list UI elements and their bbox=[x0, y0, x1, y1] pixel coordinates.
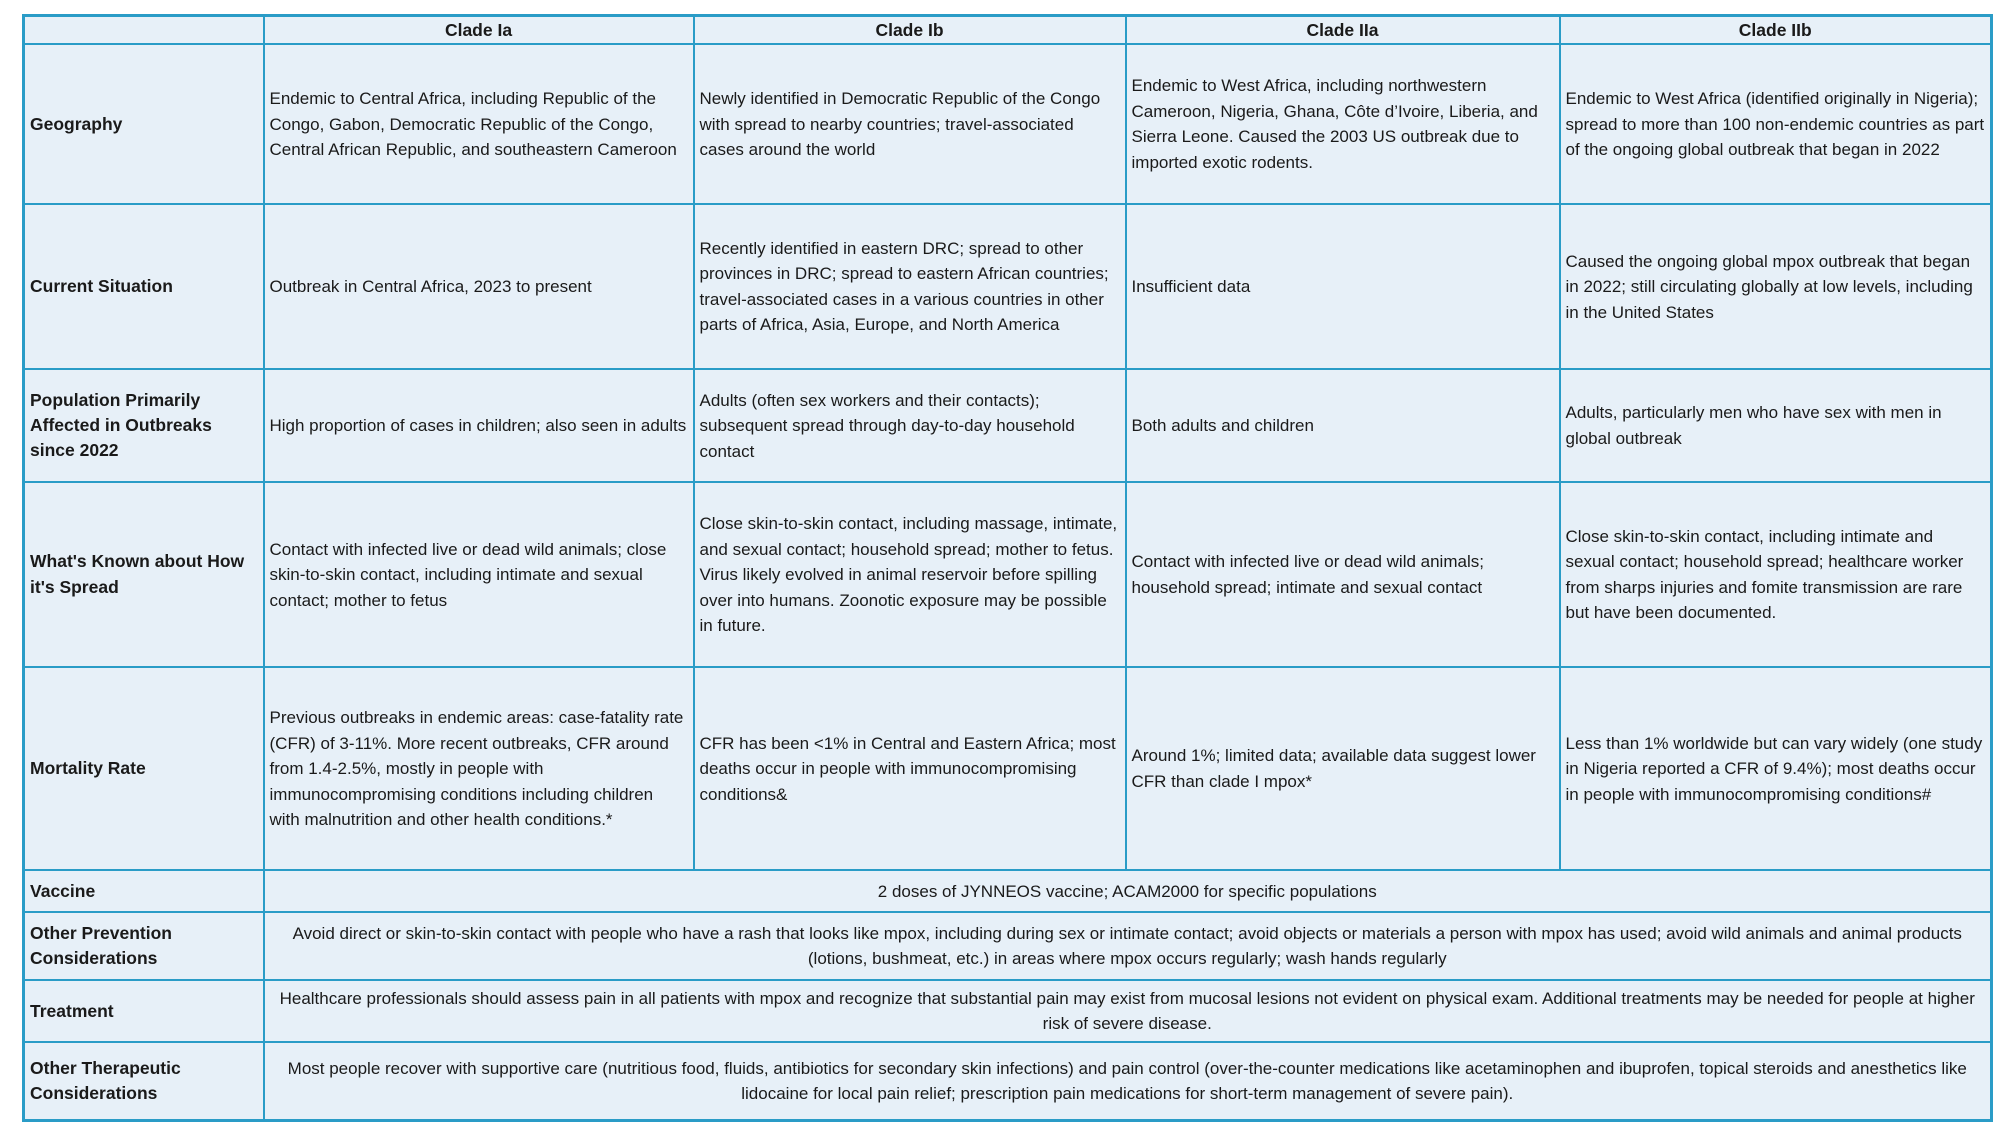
row-label-vaccine: Vaccine bbox=[24, 870, 264, 912]
row-label-mortality-rate: Mortality Rate bbox=[24, 667, 264, 870]
table-row-vaccine bbox=[24, 870, 1992, 912]
cell-geography-clade-iia: Endemic to West Africa, including northwestern Cameroon, Nigeria, Ghana, Côte d’Ivoire, Liberia, and Sierra Leone. Caused the 2003 US outbreak due to imported exotic rodents. bbox=[1126, 44, 1560, 204]
table-row-spread bbox=[24, 482, 1992, 667]
cell-mortality-clade-iib: Less than 1% worldwide but can vary widely (one study in Nigeria reported a CFR of 9.4%); most deaths occur in people with immunocompromising conditions# bbox=[1560, 667, 1992, 870]
cell-other-prevention-all-clades: Avoid direct or skin-to-skin contact with people who have a rash that looks like mpox, including during sex or intimate contact; avoid objects or materials a person with mpox has used; avoid wild animals and animal products (lotions, bushmeat, etc.) in areas where mpox occurs regularly; wash hands regularly bbox=[264, 912, 1992, 980]
table-row-current-situation bbox=[24, 204, 1992, 369]
cell-population-clade-ia: High proportion of cases in children; also seen in adults bbox=[264, 369, 694, 482]
cell-mortality-clade-ib: CFR has been <1% in Central and Eastern Africa; most deaths occur in people with immunocompromising conditions& bbox=[694, 667, 1126, 870]
table-row-other-prevention bbox=[24, 912, 1992, 980]
row-label-spread: What's Known about How it's Spread bbox=[24, 482, 264, 667]
header-row bbox=[24, 16, 1992, 45]
column-header-clade-ia: Clade Ia bbox=[264, 16, 694, 45]
row-label-other-therapeutic: Other Therapeutic Considerations bbox=[24, 1042, 264, 1120]
cell-spread-clade-ib: Close skin-to-skin contact, including massage, intimate, and sexual contact; household spread; mother to fetus. Virus likely evolved in animal reservoir before spilling over into humans. Zoonotic exposure may be possible in future. bbox=[694, 482, 1126, 667]
cell-spread-clade-iib: Close skin-to-skin contact, including intimate and sexual contact; household spread; healthcare worker from sharps injuries and fomite transmission are rare but have been documented. bbox=[1560, 482, 1992, 667]
column-header-clade-iia: Clade IIa bbox=[1126, 16, 1560, 45]
table-row-mortality-rate bbox=[24, 667, 1992, 870]
column-header-clade-iib: Clade IIb bbox=[1560, 16, 1992, 45]
cell-mortality-clade-ia: Previous outbreaks in endemic areas: case-fatality rate (CFR) of 3-11%. More recent outbreaks, CFR around from 1.4-2.5%, mostly in people with immunocompromising conditions including children with malnutrition and other health conditions.* bbox=[264, 667, 694, 870]
cell-mortality-clade-iia: Around 1%; limited data; available data suggest lower CFR than clade I mpox* bbox=[1126, 667, 1560, 870]
cell-spread-clade-iia: Contact with infected live or dead wild animals; household spread; intimate and sexual contact bbox=[1126, 482, 1560, 667]
row-label-treatment: Treatment bbox=[24, 980, 264, 1042]
cell-geography-clade-iib: Endemic to West Africa (identified originally in Nigeria); spread to more than 100 non-endemic countries as part of the ongoing global outbreak that began in 2022 bbox=[1560, 44, 1992, 204]
table-row-population-affected bbox=[24, 369, 1992, 482]
cell-population-clade-ib: Adults (often sex workers and their contacts); subsequent spread through day-to-day household contact bbox=[694, 369, 1126, 482]
table-row-other-therapeutic bbox=[24, 1042, 1992, 1120]
cell-population-clade-iia: Both adults and children bbox=[1126, 369, 1560, 482]
cell-geography-clade-ia: Endemic to Central Africa, including Republic of the Congo, Gabon, Democratic Republic of the Congo, Central African Republic, and southeastern Cameroon bbox=[264, 44, 694, 204]
cell-vaccine-all-clades: 2 doses of JYNNEOS vaccine; ACAM2000 for specific populations bbox=[264, 870, 1992, 912]
cell-current-situation-clade-iib: Caused the ongoing global mpox outbreak that began in 2022; still circulating globally at low levels, including in the United States bbox=[1560, 204, 1992, 369]
row-label-population-affected: Population Primarily Affected in Outbreaks since 2022 bbox=[24, 369, 264, 482]
column-header-clade-ib: Clade Ib bbox=[694, 16, 1126, 45]
row-label-geography: Geography bbox=[24, 44, 264, 204]
cell-current-situation-clade-ib: Recently identified in eastern DRC; spread to other provinces in DRC; spread to eastern African countries; travel-associated cases in a various countries in other parts of Africa, Asia, Europe, and North America bbox=[694, 204, 1126, 369]
corner-cell bbox=[24, 16, 264, 45]
cell-spread-clade-ia: Contact with infected live or dead wild animals; close skin-to-skin contact, including intimate and sexual contact; mother to fetus bbox=[264, 482, 694, 667]
cell-current-situation-clade-iia: Insufficient data bbox=[1126, 204, 1560, 369]
row-label-other-prevention: Other Prevention Considerations bbox=[24, 912, 264, 980]
mpox-clade-comparison-table bbox=[22, 14, 1993, 1122]
table-row-geography bbox=[24, 44, 1992, 204]
cell-population-clade-iib: Adults, particularly men who have sex with men in global outbreak bbox=[1560, 369, 1992, 482]
cell-current-situation-clade-ia: Outbreak in Central Africa, 2023 to present bbox=[264, 204, 694, 369]
row-label-current-situation: Current Situation bbox=[24, 204, 264, 369]
table-row-treatment bbox=[24, 980, 1992, 1042]
cell-treatment-all-clades: Healthcare professionals should assess pain in all patients with mpox and recognize that substantial pain may exist from mucosal lesions not evident on physical exam. Additional treatments may be needed for people at higher risk of severe disease. bbox=[264, 980, 1992, 1042]
cell-other-therapeutic-all-clades: Most people recover with supportive care (nutritious food, fluids, antibiotics for secondary skin infections) and pain control (over-the-counter medications like acetaminophen and ibuprofen, topical steroids and anesthetics like lidocaine for local pain relief; prescription pain medications for short-term management of severe pain). bbox=[264, 1042, 1992, 1120]
cell-geography-clade-ib: Newly identified in Democratic Republic of the Congo with spread to nearby countries; travel-associated cases around the world bbox=[694, 44, 1126, 204]
